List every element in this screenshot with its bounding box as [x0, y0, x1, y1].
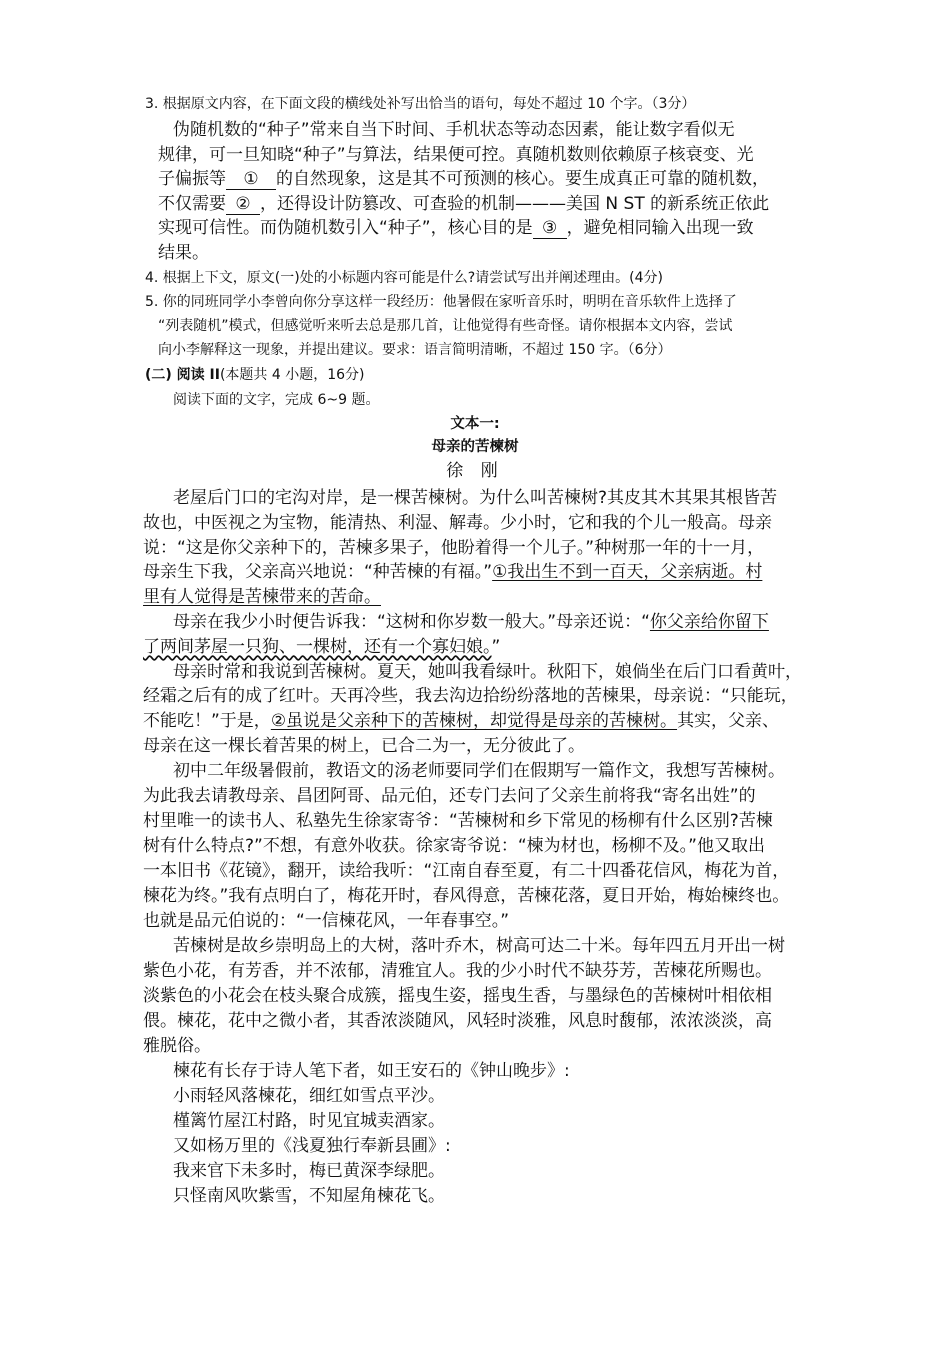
poem-2-line-2: 只怪南风吹紫雪，不知屋角楝花飞。: [173, 1186, 445, 1206]
poem-1-line-1: 小雨轻风落楝花，细红如雪点平沙。: [173, 1086, 445, 1106]
paragraph-1-line-2: 故也，中医视之为宝物，能清热、利湿、解毒。少小时，它和我的个儿一般高。母亲: [143, 513, 772, 533]
text-label: 文本一:: [450, 416, 500, 432]
passage-text: 不仅需要: [158, 194, 226, 214]
paragraph-5-line-1: 苦楝树是故乡崇明岛上的大树，落叶乔木，树高可达二十米。每年四五月开出一树: [173, 936, 785, 956]
question-3-passage-line-4: [158, 191, 769, 217]
body-text: 母亲在我少小时便告诉我：“这树和你岁数一般大。”母亲还说：“: [173, 612, 650, 632]
text-title: 母亲的苦楝树: [431, 439, 519, 455]
paragraph-4-line-3: 村里唯一的读书人、私塾先生徐家寄爷：“苦楝树和乡下常见的杨柳有什么区别?苦楝: [143, 811, 773, 831]
underlined-sentence-1-cont: 里有人觉得是苦楝带来的苦命。: [143, 587, 381, 607]
paragraph-6-line-1: 楝花有长存于诗人笔下者，如王安石的《钟山晚步》:: [173, 1061, 570, 1081]
underlined-sentence-2: ②虽说是父亲种下的苦楝树，却觉得是母亲的苦楝树。: [270, 711, 678, 731]
passage-text: 实现可信性。而伪随机数引入“种子”，核心目的是: [158, 218, 533, 238]
body-text: ”: [491, 637, 501, 657]
question-5-line-3: 向小李解释这一现象，并提出建议。要求：语言简明清晰，不超过 150 字。（6分）: [158, 342, 672, 358]
question-5-line-2: “列表随机”模式，但感觉听来听去总是那几首，让他觉得有些奇怪。请你根据本文内容，尝试: [158, 318, 733, 334]
paragraph-3-line-4: 母亲在这一棵长着苦果的树上，已合二为一，无分彼此了。: [143, 736, 585, 756]
paragraph-2-line-1: [173, 609, 769, 635]
paragraph-4-line-1: 初中二年级暑假前，教语文的汤老师要同学们在假期写一篇作文，我想写苦楝树。: [173, 761, 785, 781]
question-3-passage-line-3: [158, 166, 769, 192]
question-4: 4. 根据上下文，原文(一)处的小标题内容可能是什么?请尝试写出并阐述理由。(4分): [145, 270, 663, 286]
paragraph-4-line-6: 楝花为终。”我有点明白了，梅花开时，春风得意，苦楝花落，夏日开始，梅始楝终也。: [143, 886, 790, 906]
paragraph-3-line-2: 经霜之后有的成了红叶。天再冷些，我去沟边拾纷纷落地的苦楝果，母亲说：“只能玩，: [143, 686, 798, 706]
passage-text: ，还得设计防篡改、可查验的机制———美国 N ST 的新系统正依此: [260, 194, 770, 214]
body-text: 母亲生下我，父亲高兴地说：“种苦楝的有福。”: [143, 562, 493, 582]
text-author: 徐 刚: [446, 461, 504, 481]
paragraph-5-line-4: 偎。楝花，花中之微小者，其香浓淡随风，风轻时淡雅，风息时馥郁，浓浓淡淡，高: [143, 1011, 772, 1031]
paragraph-4-line-5: 一本旧书《花镜》，翻开，读给我听：“江南自春至夏，有二十四番花信风，梅花为首，: [143, 861, 790, 881]
paragraph-1-line-4: [143, 559, 762, 585]
underlined-quote: 你父亲给你留下: [649, 612, 769, 632]
wavy-underlined-quote: 了两间茅屋一只狗、一棵树，还有一个寡妇娘。: [143, 637, 492, 657]
question-3-passage-line-5: [158, 215, 754, 241]
passage-text: 的自然现象，这是其不可预测的核心。要生成真正可靠的随机数，: [276, 169, 769, 189]
paragraph-5-line-5: 雅脱俗。: [143, 1036, 211, 1056]
section-2-header: [145, 365, 365, 385]
question-3-passage-line-6: 结果。: [158, 243, 209, 263]
paragraph-4-line-7: 也就是品元伯说的：“一信楝花风，一年春事空。”: [143, 911, 510, 931]
section-2-meta: (本题共 4 小题，16分): [219, 367, 365, 383]
section-2-instruction: 阅读下面的文字，完成 6~9 题。: [173, 392, 380, 408]
paragraph-5-line-3: 淡紫色的小花会在枝头聚合成簇，摇曳生姿，摇曳生香，与墨绿色的苦楝树叶相依相: [143, 986, 772, 1006]
paragraph-4-line-2: 为此我去请教母亲、昌团阿哥、品元伯，还专门去问了父亲生前将我“寄名出姓”的: [143, 786, 756, 806]
poem-2-line-1: 我来官下未多时，梅已黄深李绿肥。: [173, 1161, 445, 1181]
question-3-passage-line-2: 规律，可一旦知晓“种子”与算法，结果便可控。真随机数则依赖原子核衰变、光: [158, 145, 754, 165]
paragraph-7-line-1: 又如杨万里的《浅夏独行奉新县圃》:: [173, 1136, 451, 1156]
fill-blank-3[interactable]: ③: [533, 218, 567, 239]
section-2-title: (二) 阅读 II: [145, 367, 220, 383]
fill-blank-1[interactable]: ①: [226, 169, 276, 190]
paragraph-1-line-3: 说：“这是你父亲种下的，苦楝多果子，他盼着得一个儿子。”种树那一年的十一月，: [143, 538, 765, 558]
fill-blank-2[interactable]: ②: [226, 194, 260, 215]
body-text: 不能吃！”于是，: [143, 711, 271, 731]
question-5-line-1: 5. 你的同班同学小李曾向你分享这样一段经历：他暑假在家听音乐时，明明在音乐软件上选择了: [145, 294, 737, 310]
passage-text: ，避免相同输入出现一致: [566, 218, 754, 238]
paragraph-3-line-1: 母亲时常和我说到苦楝树。夏天，她叫我看绿叶。秋阳下，娘倘坐在后门口看黄叶，: [173, 662, 802, 682]
question-3-prompt: 3. 根据原文内容，在下面文段的横线处补写出恰当的语句，每处不超过 10 个字。（3分）: [145, 96, 696, 112]
underlined-sentence-1: ①我出生不到一百天，父亲病逝。村: [492, 562, 763, 582]
question-3-passage-line-1: 伪随机数的“种子”常来自当下时间、手机状态等动态因素，能让数字看似无: [173, 120, 735, 140]
paragraph-3-line-3: [143, 708, 779, 734]
paragraph-5-line-2: 紫色小花，有芳香，并不浓郁，清雅宜人。我的少小时代不缺芬芳，苦楝花所赐也。: [143, 961, 772, 981]
paragraph-4-line-4: 树有什么特点?”不想，有意外收获。徐家寄爷说：“楝为材也，杨柳不及。”他又取出: [143, 836, 765, 856]
body-text: 其实，父亲、: [677, 711, 780, 731]
paragraph-1-line-1: 老屋后门口的宅沟对岸，是一棵苦楝树。为什么叫苦楝树?其皮其木其果其根皆苦: [173, 488, 778, 508]
poem-1-line-2: 槿篱竹屋江村路，时见宜城卖酒家。: [173, 1111, 445, 1131]
paragraph-1-line-5: [143, 584, 381, 610]
paragraph-2-line-2: [143, 634, 500, 660]
passage-text: 子偏振等: [158, 169, 226, 189]
